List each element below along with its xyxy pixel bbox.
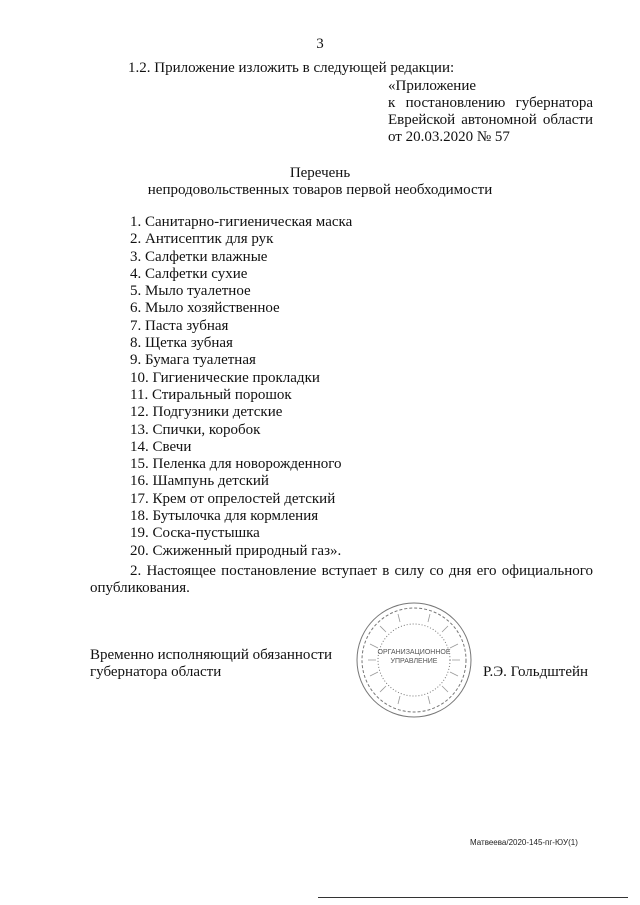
list-item: 14. Свечи — [130, 438, 192, 455]
effective-clause-line-1: 2. Настоящее постановление вступает в силу со дня его официального — [130, 563, 593, 579]
list-item: 5. Мыло туалетное — [130, 283, 251, 300]
stamp-text: ОРГАНИЗАЦИОННОЕ УПРАВЛЕНИЕ — [377, 649, 451, 665]
list-item: 20. Сжиженный природный газ». — [130, 542, 342, 559]
list-item: 19. Соска-пустышка — [130, 525, 260, 542]
goods-list — [130, 214, 352, 560]
appendix-line-1: «Приложение — [388, 78, 477, 94]
list-item: 7. Паста зубная — [130, 317, 229, 334]
list-item: 2. Антисептик для рук — [130, 231, 274, 248]
list-item: 8. Щетка зубная — [130, 335, 233, 352]
list-item: 3. Салфетки влажные — [130, 248, 268, 265]
effective-clause-line-2: опубликования. — [90, 580, 190, 596]
appendix-line-4: от 20.03.2020 № 57 — [388, 129, 510, 145]
list-item: 16. Шампунь детский — [130, 473, 269, 490]
page-number: 3 — [316, 36, 324, 52]
list-heading: Перечень — [289, 165, 351, 181]
list-item: 1. Санитарно-гигиеническая маска — [130, 214, 353, 230]
list-item: 10. Гигиенические прокладки — [130, 369, 320, 386]
list-item: 12. Подгузники детские — [130, 404, 283, 421]
list-item: 6. Мыло хозяйственное — [130, 300, 280, 317]
bottom-rule — [318, 897, 628, 898]
list-item: 11. Стиральный порошок — [130, 386, 292, 403]
signer-name: Р.Э. Гольдштейн — [483, 664, 589, 680]
list-subheading: непродовольственных товаров первой необходимости — [147, 182, 493, 198]
amendment-line: 1.2. Приложение изложить в следующей редакции: — [128, 60, 455, 76]
list-item: 15. Пеленка для новорожденного — [130, 456, 342, 473]
list-item: 17. Крем от опрелостей детский — [130, 490, 336, 507]
footer-code: Матвеева/2020-145-пг-ЮУ(1) — [470, 838, 578, 847]
appendix-line-3: Еврейской автономной области — [388, 112, 593, 128]
appendix-line-2: к постановлению губернатора — [388, 95, 593, 111]
list-item: 18. Бутылочка для кормления — [130, 508, 319, 525]
list-item: 13. Спички, коробок — [130, 421, 261, 438]
signer-title-line-1: Временно исполняющий обязанности — [90, 647, 333, 663]
list-item: 4. Салфетки сухие — [130, 265, 248, 282]
list-item: 9. Бумага туалетная — [130, 352, 256, 369]
signer-title-line-2: губернатора области — [90, 664, 222, 680]
